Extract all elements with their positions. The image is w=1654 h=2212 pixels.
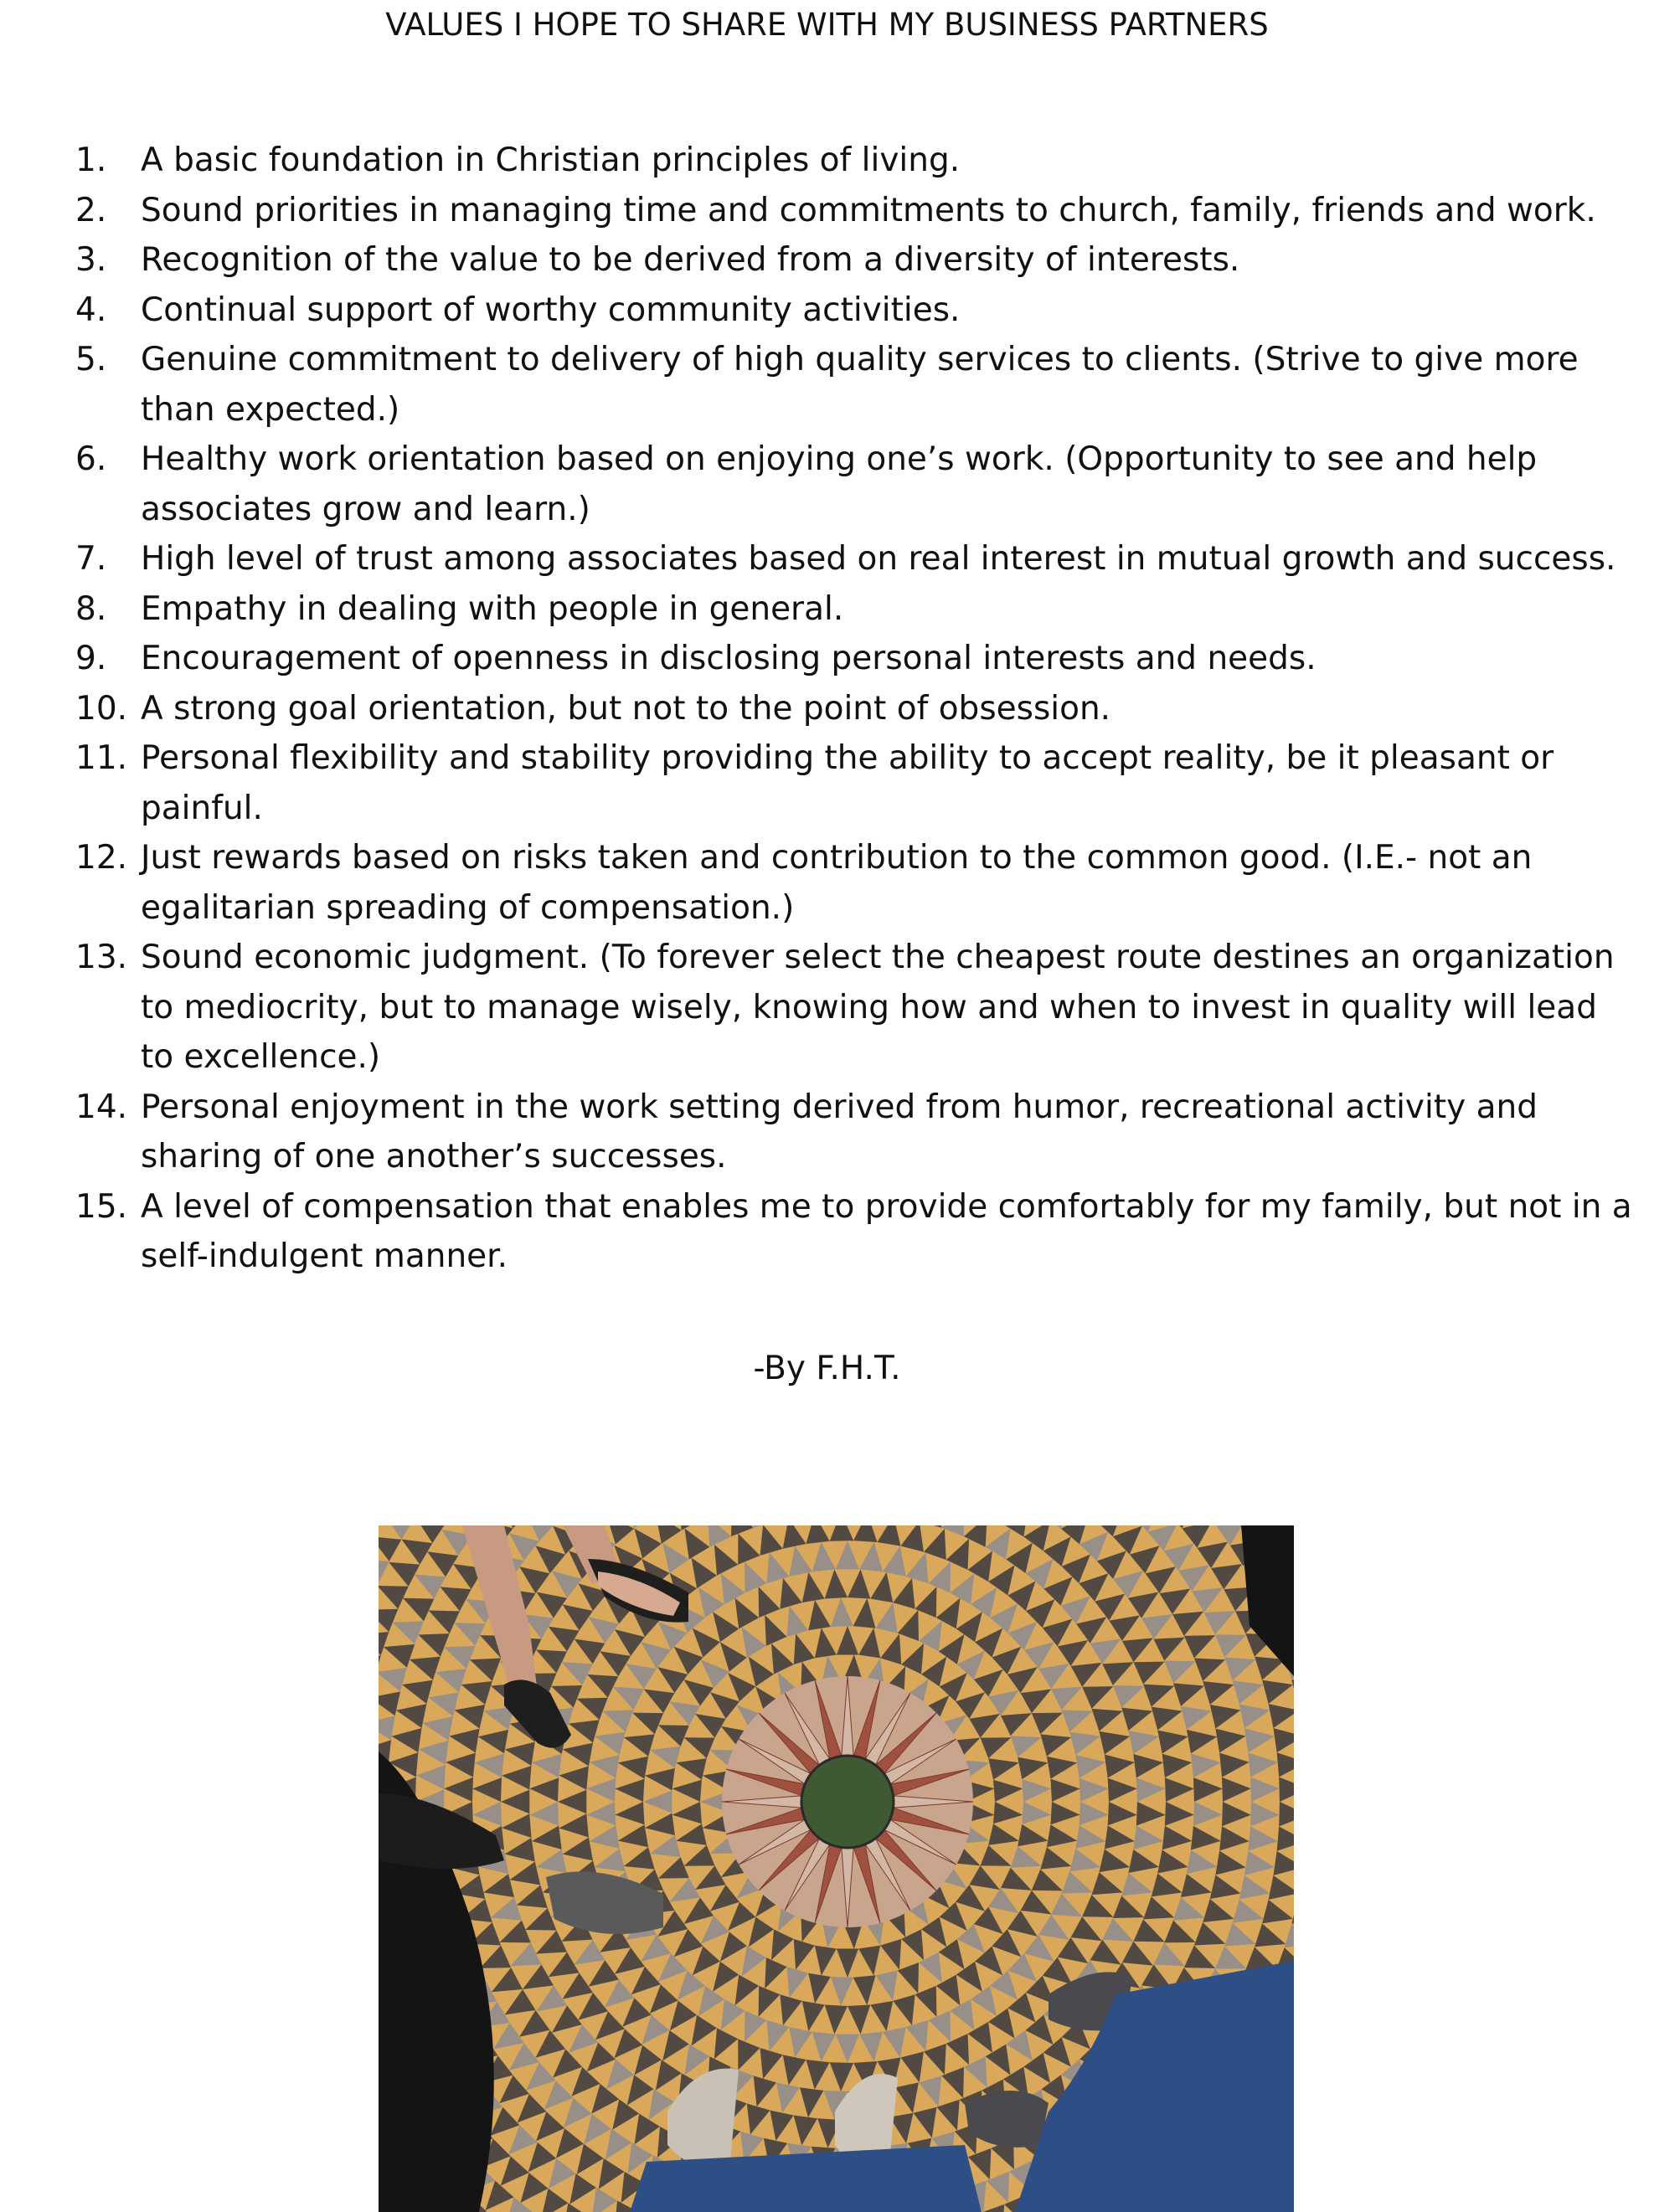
item-number: 3. bbox=[75, 241, 107, 279]
list-item bbox=[75, 1083, 1633, 1182]
item-number: 6. bbox=[75, 440, 107, 478]
item-text: A level of compensation that enables me to provide comfortably for my family, but not in a self-indulgent manner. bbox=[141, 1187, 1632, 1275]
page-title: VALUES I HOPE TO SHARE WITH MY BUSINESS PARTNERS bbox=[385, 7, 1269, 43]
item-text: Sound economic judgment. (To forever select the cheapest route destines an organization to mediocrity, but to manage wisely, knowing how and when to invest in quality will lead to excellence.) bbox=[141, 939, 1615, 1076]
item-text: Personal flexibility and stability providing the ability to accept reality, be it pleasant or painful. bbox=[141, 739, 1554, 827]
values-list bbox=[75, 136, 1633, 1282]
item-number: 5. bbox=[75, 341, 107, 378]
item-number: 14. bbox=[75, 1088, 128, 1126]
item-text: Empathy in dealing with people in general. bbox=[141, 589, 844, 628]
list-item bbox=[75, 733, 1633, 833]
list-item bbox=[75, 235, 1633, 286]
center-medallion bbox=[801, 1756, 894, 1848]
item-number: 7. bbox=[75, 540, 107, 578]
list-item bbox=[75, 286, 1633, 336]
item-number: 13. bbox=[75, 939, 128, 976]
item-number: 8. bbox=[75, 589, 107, 628]
item-number: 11. bbox=[75, 739, 128, 777]
list-item bbox=[75, 136, 1633, 186]
item-text: Personal enjoyment in the work setting derived from humor, recreational activity and sharing of one another’s successes. bbox=[141, 1088, 1538, 1175]
item-text: High level of trust among associates based on real interest in mutual growth and success. bbox=[141, 540, 1616, 578]
item-number: 12. bbox=[75, 839, 128, 877]
item-number: 9. bbox=[75, 640, 107, 677]
item-text: Sound priorities in managing time and commitments to church, family, friends and work. bbox=[141, 191, 1596, 229]
list-item bbox=[75, 534, 1633, 584]
list-item bbox=[75, 186, 1633, 236]
author-signature: -By F.H.T. bbox=[753, 1350, 901, 1387]
list-item bbox=[75, 833, 1633, 933]
list-item bbox=[75, 584, 1633, 635]
item-number: 4. bbox=[75, 291, 107, 329]
list-item bbox=[75, 684, 1633, 734]
list-item bbox=[75, 634, 1633, 684]
list-item bbox=[75, 335, 1633, 435]
item-number: 10. bbox=[75, 689, 128, 728]
item-text: Genuine commitment to delivery of high quality services to clients. (Strive to give more than expected.) bbox=[141, 341, 1579, 429]
item-number: 1. bbox=[75, 141, 107, 179]
mosaic-floor-illustration bbox=[379, 1525, 1294, 2212]
mosaic-floor-photo bbox=[379, 1525, 1294, 2212]
list-item bbox=[75, 933, 1633, 1083]
item-number: 2. bbox=[75, 191, 107, 229]
item-text: Recognition of the value to be derived from a diversity of interests. bbox=[141, 241, 1240, 279]
item-text: Continual support of worthy community activities. bbox=[141, 291, 961, 329]
item-text: Encouragement of openness in disclosing personal interests and needs. bbox=[141, 640, 1317, 677]
item-text: A basic foundation in Christian principles of living. bbox=[141, 141, 961, 179]
item-text: Healthy work orientation based on enjoying one’s work. (Opportunity to see and help associates grow and learn.) bbox=[141, 440, 1538, 528]
item-text: Just rewards based on risks taken and contribution to the common good. (I.E.- not an egalitarian spreading of compensation.) bbox=[141, 839, 1533, 927]
list-item bbox=[75, 435, 1633, 534]
list-item bbox=[75, 1182, 1633, 1282]
item-number: 15. bbox=[75, 1187, 128, 1226]
item-text: A strong goal orientation, but not to the point of obsession. bbox=[141, 689, 1111, 728]
